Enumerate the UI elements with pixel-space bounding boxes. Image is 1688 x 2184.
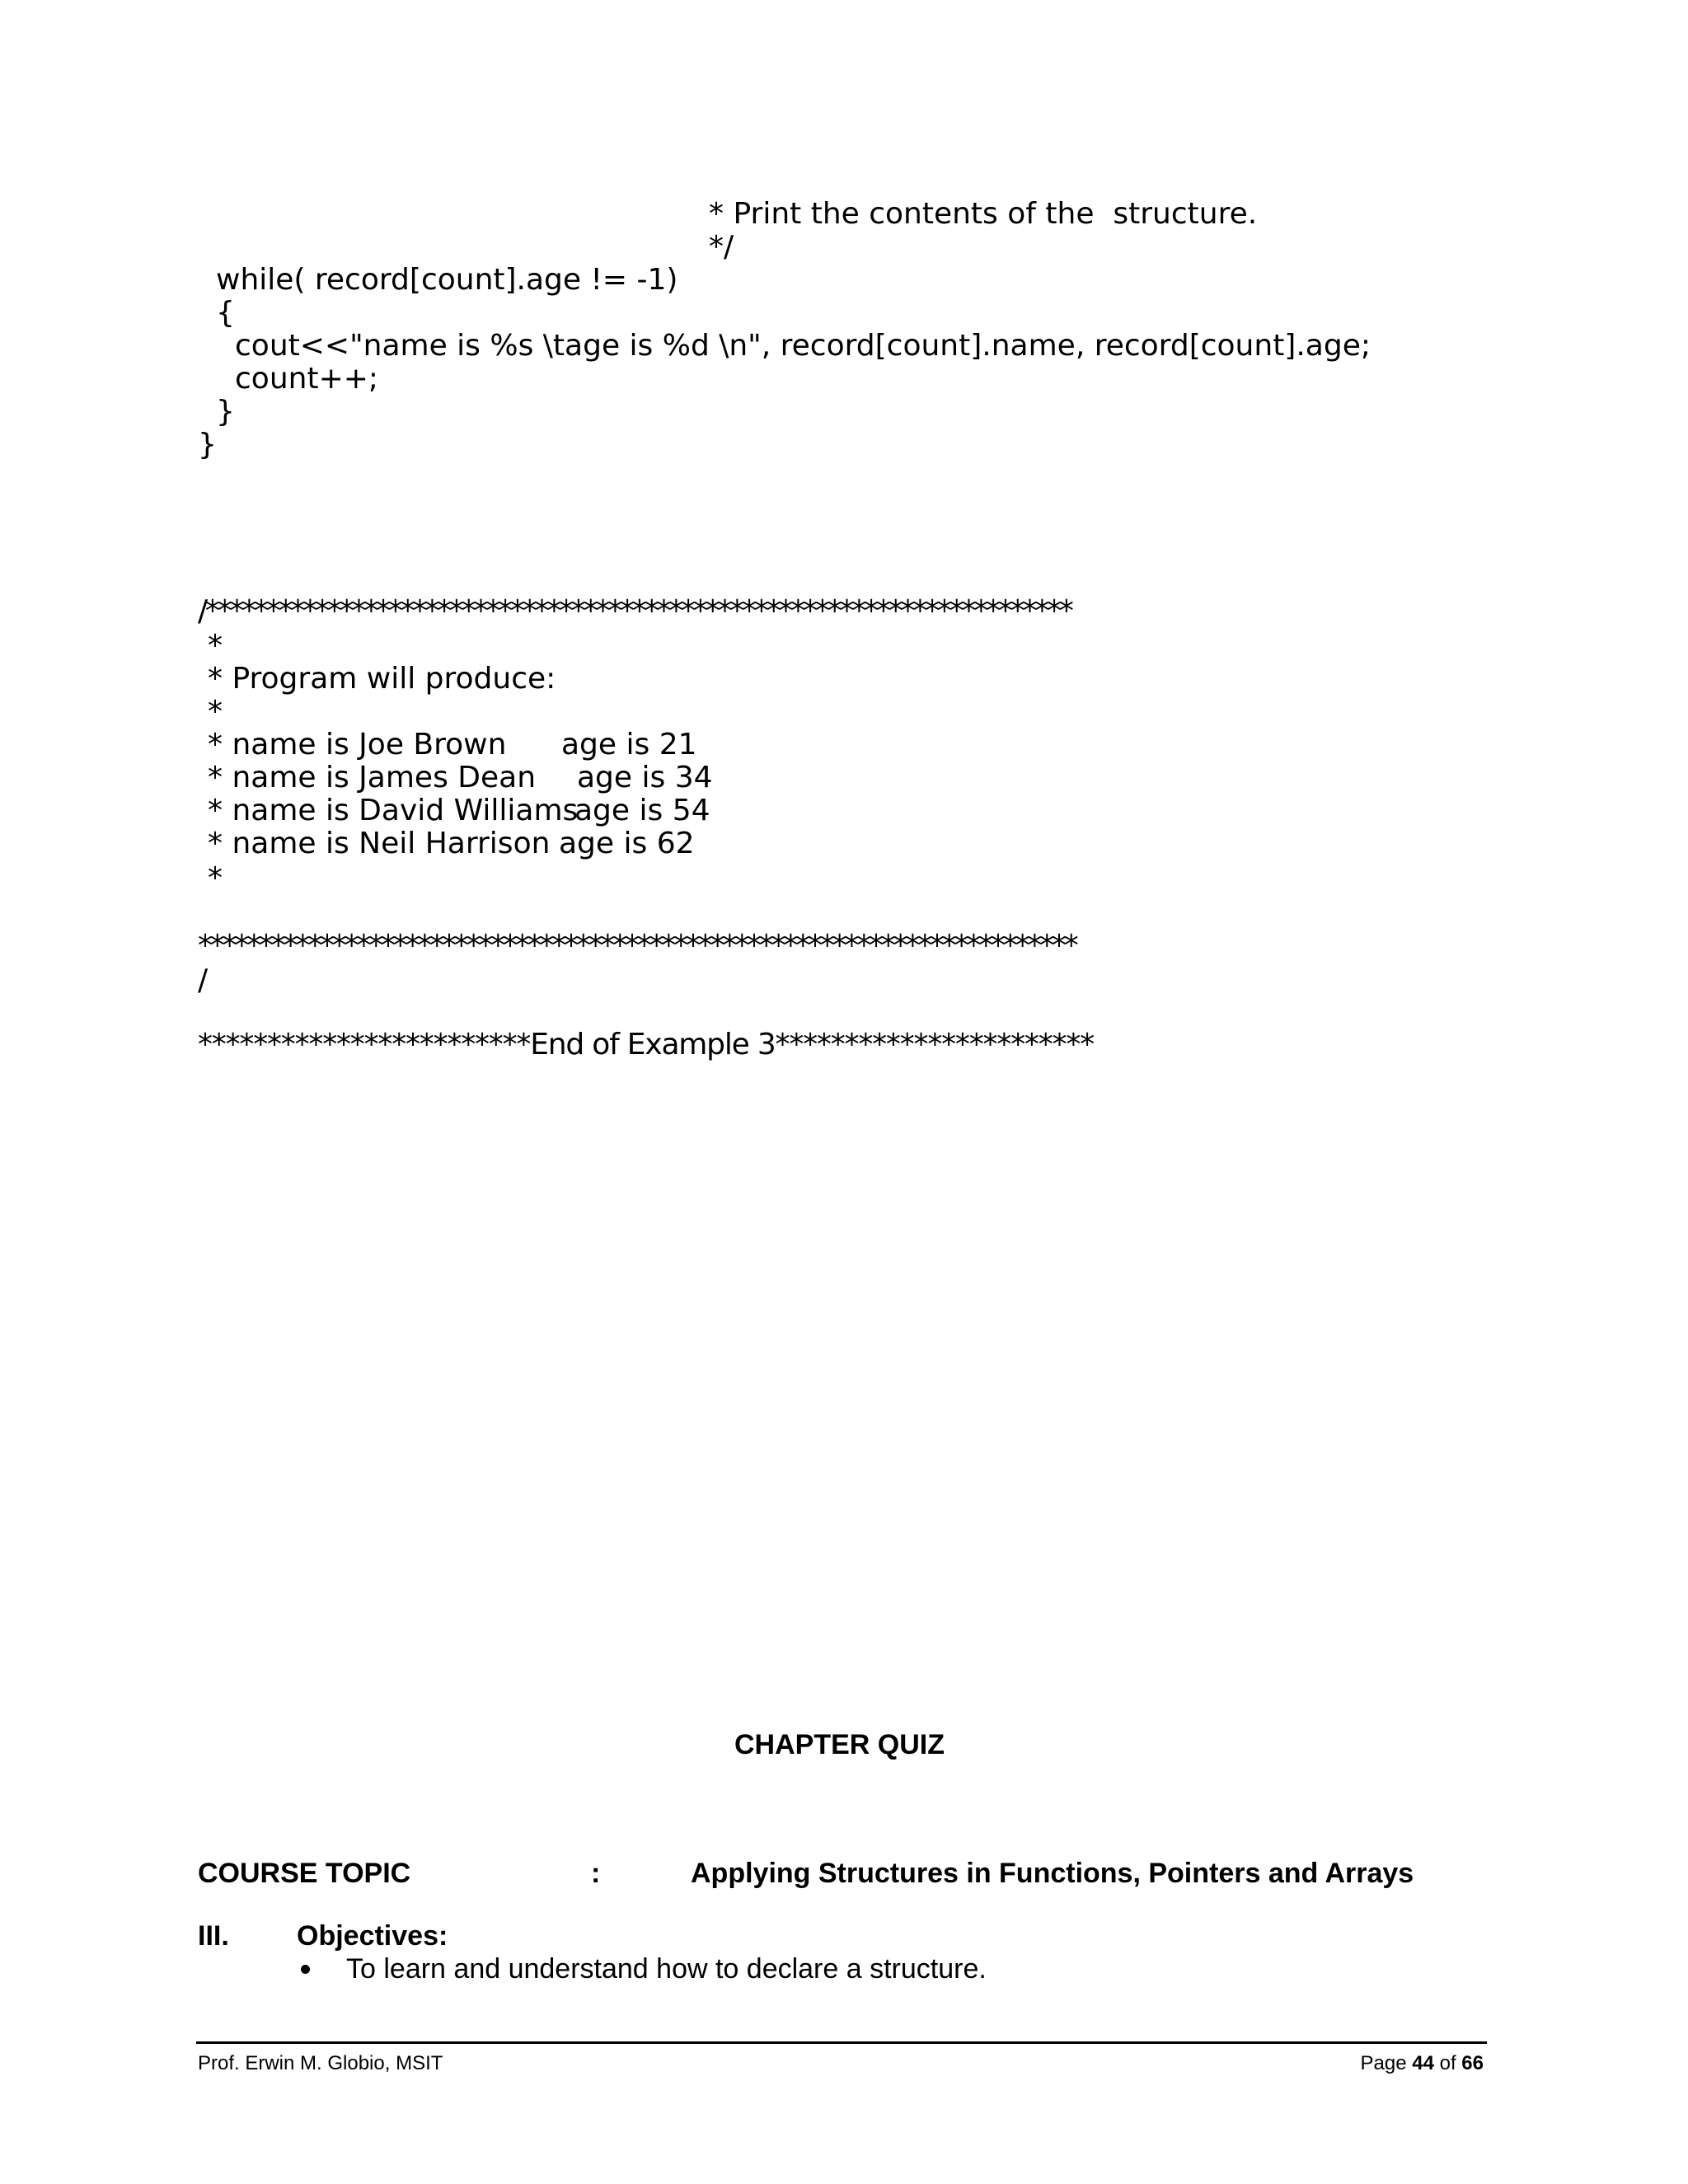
code-comment-print: * Print the contents of the structure. xyxy=(709,197,1258,231)
code-close-brace-inner: } xyxy=(216,395,235,429)
output-row-name: * name is Neil Harrison xyxy=(208,827,551,860)
code-open-brace: { xyxy=(216,296,235,330)
output-bottom-border: ************************************************************************ xyxy=(198,929,1076,963)
footer-page-number xyxy=(1361,2052,1484,2075)
output-produce-line: * Program will produce: xyxy=(208,662,556,696)
output-row-age: age is 54 xyxy=(574,794,710,827)
code-close-brace-outer: } xyxy=(198,428,217,462)
output-row-age: age is 34 xyxy=(577,761,713,794)
code-cout-line: cout<<"name is %s \tage is %d \n", record[count].name, record[count].age; xyxy=(235,329,1371,363)
course-topic-value: Applying Structures in Functions, Pointers and Arrays xyxy=(691,1858,1414,1889)
output-row-name: * name is Joe Brown xyxy=(208,728,507,762)
output-star-line: * xyxy=(208,695,223,729)
page-current: 44 xyxy=(1412,2052,1434,2074)
footer-divider xyxy=(196,2041,1487,2044)
page-of: of xyxy=(1433,2052,1462,2074)
output-row-name: * name is James Dean xyxy=(208,761,537,794)
course-topic-colon: : xyxy=(591,1858,601,1889)
code-comment-end: */ xyxy=(709,230,734,264)
end-of-example-line: ************************End of Example 3*********************** xyxy=(198,1028,1094,1062)
bullet-icon xyxy=(301,1965,310,1974)
output-closing-slash: / xyxy=(198,963,209,997)
course-topic-label: COURSE TOPIC xyxy=(198,1858,411,1889)
chapter-quiz-heading: CHAPTER QUIZ xyxy=(734,1729,945,1760)
section-number: III. xyxy=(198,1920,229,1952)
output-row-age: age is 21 xyxy=(561,728,697,762)
objective-item: To learn and understand how to declare a structure. xyxy=(346,1953,987,1985)
output-top-border: /*********************************************************************** xyxy=(198,594,1071,628)
code-count-line: count++; xyxy=(235,362,379,396)
output-star-line: * xyxy=(208,861,223,895)
output-row-age: age is 62 xyxy=(559,827,695,860)
output-row-name: * name is David Williams xyxy=(208,794,579,827)
output-star-line: * xyxy=(208,629,223,663)
page-prefix: Page xyxy=(1360,2052,1413,2074)
page-total: 66 xyxy=(1461,2052,1484,2074)
code-while-line: while( record[count].age != -1) xyxy=(216,263,678,297)
footer-author: Prof. Erwin M. Globio, MSIT xyxy=(198,2052,443,2074)
section-title: Objectives: xyxy=(297,1920,448,1952)
